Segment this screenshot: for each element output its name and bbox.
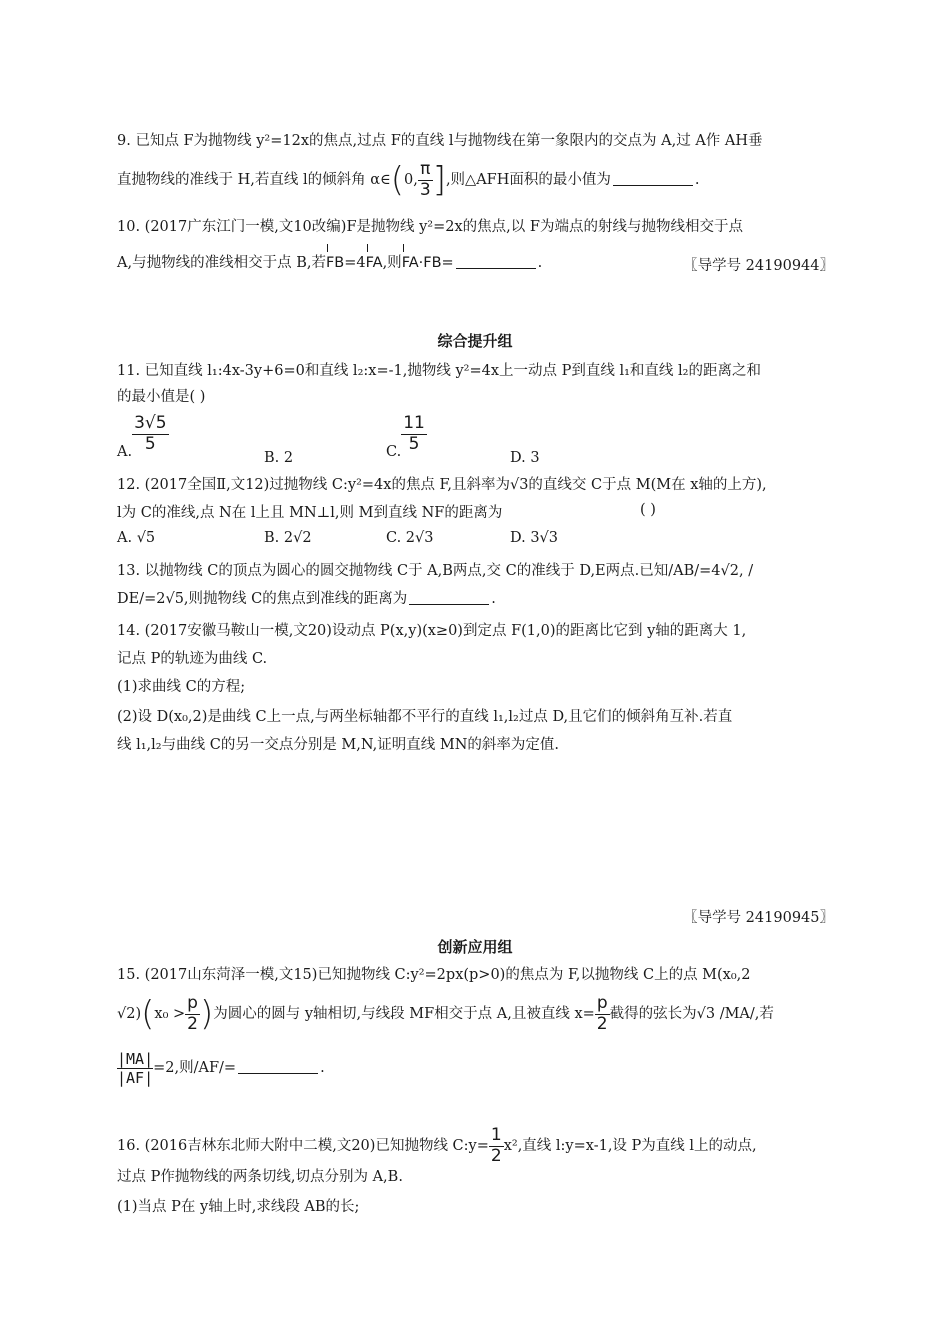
q10-answer-blank[interactable] (456, 254, 536, 269)
q12-choice-c[interactable]: C. 2√3 (386, 530, 434, 546)
q9-interval-open: ( (390, 160, 405, 201)
section-title-comprehensive: 综合提升组 (437, 332, 513, 350)
q16-line1: 16. (2016吉林东北师大附中二模,文20)已知抛物线 C:y= $\frac{1}{2}$ x²,直线 l:y=x-1,设 P为直线 l上的动点, (117, 1125, 757, 1166)
q11-choice-a-fraction: $\frac{3√5}{5}$ (134, 413, 167, 454)
q14-line1: 14. (2017安徽马鞍山一模,文20)设动点 P(x,y)(x≥0)到定点 F(1,0)的距离比它到 y轴的距离大 1, (117, 623, 747, 639)
q11-line2: 的最小值是( ) (117, 389, 206, 405)
q15-line3: $\frac{|MA|}{|AF|}$ =2,则/AF/= . (117, 1049, 325, 1087)
q11-line1: 11. 已知直线 l₁:4x-3y+6=0和直线 l₂:x=-1,抛物线 y²=4x上一动点 P到直线 l₁和直线 l₂的距离之和 (117, 363, 761, 379)
section-title-innovation: 创新应用组 (437, 938, 513, 956)
q11-choice-c-fraction: $\frac{11}{5}$ (403, 413, 425, 454)
q9-interval-close: ] (432, 160, 446, 201)
q10-reference-number: 〖导学号 24190944〗 (683, 258, 834, 274)
q12-answer-paren: ( ) (640, 502, 656, 518)
q14-reference-number: 〖导学号 24190945〗 (683, 910, 834, 926)
q13-line2: DE/=2√5,则抛物线 C的焦点到准线的距离为 . (117, 591, 496, 607)
vector-fa: FA (366, 252, 383, 274)
q9-line2-text: 直抛物线的准线于 H,若直线 l的倾斜角 α∈ (117, 172, 391, 189)
q13-answer-blank[interactable] (409, 590, 489, 605)
q11-choice-a[interactable]: A. $\frac{3√5}{5}$ (117, 413, 167, 461)
q15-line2: √2)(x₀ > $\frac{p}{2}$ )为圆心的圆与 y轴相切,与线段 MF相交于点 A,且被直线 x= $\frac{p}{2}$ 截得的弦长为√3 /MA/,若 (117, 992, 774, 1034)
q14-part2-line1: (2)设 D(x₀,2)是曲线 C上一点,与两坐标轴都不平行的直线 l₁,l₂过点 D,且它们的倾斜角互补.若直 (117, 709, 733, 725)
q11-choice-d[interactable]: D. 3 (510, 450, 540, 466)
q15-line1: 15. (2017山东菏泽一模,文15)已知抛物线 C:y²=2px(p>0)的焦点为 F,以抛物线 C上的点 M(x₀,2 (117, 967, 751, 983)
q10-line1: 10. (2017广东江门一模,文10改编)F是抛物线 y²=2x的焦点,以 F为端点的射线与抛物线相交于点 (117, 219, 743, 235)
q12-choice-b[interactable]: B. 2√2 (264, 530, 312, 546)
q11-choice-b[interactable]: B. 2 (264, 450, 294, 466)
q12-line2: l为 C的准线,点 N在 l上且 MN⊥l,则 M到直线 NF的距离为 (117, 505, 503, 521)
q14-line2: 记点 P的轨迹为曲线 C. (117, 651, 268, 667)
q16-one-half: $\frac{1}{2}$ (490, 1125, 502, 1166)
q15-answer-blank[interactable] (238, 1059, 318, 1074)
q12-choice-d[interactable]: D. 3√3 (510, 530, 559, 546)
q14-part2-line2: 线 l₁,l₂与曲线 C的另一交点分别是 M,N,证明直线 MN的斜率为定值. (117, 737, 560, 753)
q15-p-over-2: $\frac{p}{2}$ (187, 992, 198, 1034)
q11-choice-c[interactable]: C. $\frac{11}{5}$ (386, 413, 425, 461)
q16-line2: 过点 P作抛物线的两条切线,切点分别为 A,B. (117, 1169, 403, 1185)
q9-answer-blank[interactable] (613, 171, 693, 186)
q15-ratio-fraction: $\frac{|MA|}{|AF|}$ (117, 1049, 154, 1087)
q9-line1: 9. 已知点 F为抛物线 y²=12x的焦点,过点 F的直线 l与抛物线在第一象限内的交点为 A,过 A作 AH垂 (117, 133, 763, 149)
q9-interval-left: 0, (404, 172, 418, 189)
q9-line2-post: ,则△AFH面积的最小值为 (445, 172, 611, 189)
q16-part1: (1)当点 P在 y轴上时,求线段 AB的长; (117, 1199, 360, 1215)
q9-pi-over-3: $\frac{\pi}{3}$ (419, 159, 431, 200)
q12-line1: 12. (2017全国Ⅱ,文12)过抛物线 C:y²=4x的焦点 F,且斜率为√3的直线交 C于点 M(M在 x轴的上方), (117, 477, 767, 493)
vector-dot-product: FA·FB (402, 252, 442, 274)
q14-part1: (1)求曲线 C的方程; (117, 679, 246, 695)
q10-line2: A,与抛物线的准线相交于点 B,若FB=4FA,则FA·FB= . (117, 252, 833, 274)
q15-line-x-p-over-2: $\frac{p}{2}$ (596, 992, 608, 1034)
vector-fb: FB (326, 252, 344, 274)
q9-line2: 直抛物线的准线于 H,若直线 l的倾斜角 α∈(0, $\frac{\pi}{3}$ ],则△AFH面积的最小值为 . (117, 159, 700, 201)
q12-choice-a[interactable]: A. √5 (117, 530, 156, 546)
q13-line1: 13. 以抛物线 C的顶点为圆心的圆交抛物线 C于 A,B两点,交 C的准线于 D,E两点.已知/AB/=4√2, / (117, 563, 754, 579)
